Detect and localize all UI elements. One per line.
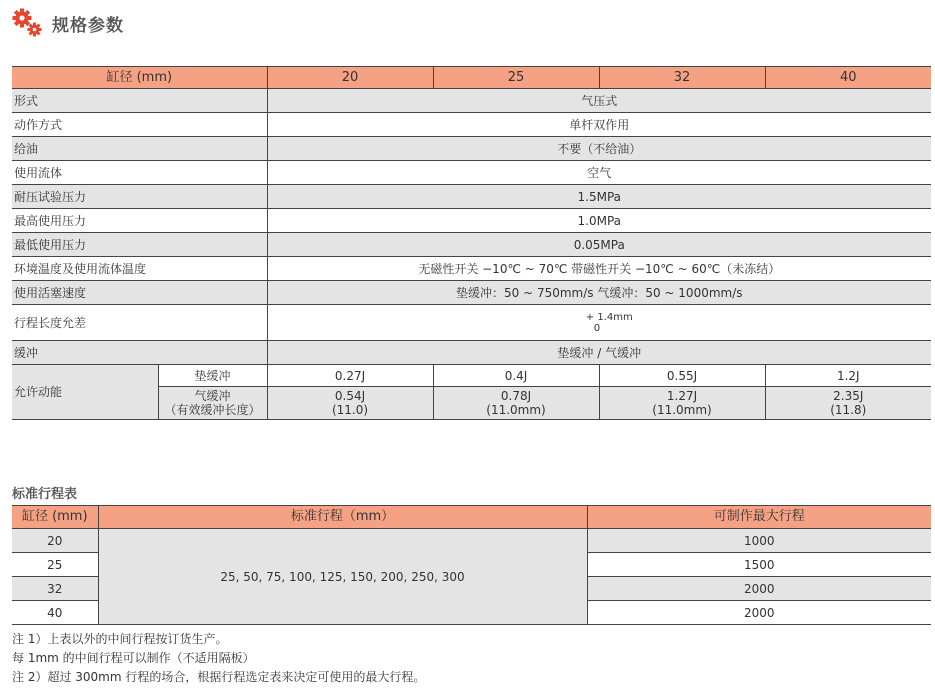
row-value: 0.05MPa [267, 233, 931, 257]
bore-cell: 32 [12, 577, 98, 601]
spec-row [12, 257, 931, 281]
tolerance-lower: 0 [593, 322, 601, 334]
tolerance-value [267, 305, 931, 341]
pad-label: 垫缓冲 [158, 365, 267, 387]
row-label: 给油 [12, 137, 267, 161]
row-label: 形式 [12, 89, 267, 113]
air-length: (11.0mm) [652, 403, 712, 417]
energy-row-pad [12, 365, 931, 387]
stroke-header-row [12, 506, 931, 529]
row-label: 最低使用压力 [12, 233, 267, 257]
energy-label: 允许动能 [12, 365, 158, 420]
air-length: (11.0) [331, 403, 369, 417]
max-stroke-cell: 2000 [587, 577, 931, 601]
air-value: 1.27J [666, 389, 698, 403]
pad-value: 1.2J [765, 365, 931, 387]
row-value: 1.5MPa [267, 185, 931, 209]
air-sublabel: （有效缓冲长度） [164, 403, 261, 417]
spec-row [12, 185, 931, 209]
pad-value: 0.4J [433, 365, 599, 387]
max-stroke-cell: 1500 [587, 553, 931, 577]
bore-header: 缸径 (mm) [12, 67, 267, 89]
row-value: 无磁性开关 −10℃ ~ 70℃ 带磁性开关 −10℃ ~ 60℃（未冻结） [267, 257, 931, 281]
row-label: 使用活塞速度 [12, 281, 267, 305]
row-label: 耐压试验压力 [12, 185, 267, 209]
spec-row-cushion [12, 341, 931, 365]
note-line: 注 1）上表以外的中间行程按订货生产。 [12, 632, 228, 646]
row-value: 气压式 [267, 89, 931, 113]
max-stroke-cell: 1000 [587, 529, 931, 553]
air-length: (11.8) [830, 403, 867, 417]
spec-row [12, 161, 931, 185]
note-line: 注 2）超过 300mm 行程的场合，根据行程选定表来决定可使用的最大行程。 [12, 670, 426, 684]
bore-cell: 25 [12, 553, 98, 577]
pad-value: 0.55J [599, 365, 765, 387]
air-value-cell [599, 387, 765, 420]
bore-col-40: 40 [765, 67, 931, 89]
air-value-cell [433, 387, 599, 420]
row-value: 空气 [267, 161, 931, 185]
air-label: 气缓冲 [194, 389, 231, 403]
row-value: 垫缓冲：50 ~ 750mm/s 气缓冲：50 ~ 1000mm/s [267, 281, 931, 305]
stroke-table [12, 505, 931, 625]
max-stroke-cell: 2000 [587, 601, 931, 625]
row-value: 垫缓冲 / 气缓冲 [267, 341, 931, 365]
max-stroke-header: 可制作最大行程 [587, 506, 931, 529]
spec-row [12, 281, 931, 305]
row-label: 环境温度及使用流体温度 [12, 257, 267, 281]
spec-row-tolerance [12, 305, 931, 341]
air-length: (11.0mm) [486, 403, 546, 417]
standard-strokes-cell: 25, 50, 75, 100, 125, 150, 200, 250, 300 [98, 529, 587, 625]
spec-header-row [12, 67, 931, 89]
spec-row [12, 233, 931, 257]
row-label: 缓冲 [12, 341, 267, 365]
pad-value: 0.27J [267, 365, 433, 387]
spec-row [12, 209, 931, 233]
row-label: 行程长度允差 [12, 305, 267, 341]
bore-col-32: 32 [599, 67, 765, 89]
tolerance-stack [586, 312, 633, 334]
bore-cell: 20 [12, 529, 98, 553]
bore-cell: 40 [12, 601, 98, 625]
row-label: 最高使用压力 [12, 209, 267, 233]
page-title: 规格参数 [52, 15, 124, 36]
spec-row [12, 89, 931, 113]
bore-col-25: 25 [433, 67, 599, 89]
standard-stroke-header: 标准行程（mm） [98, 506, 587, 529]
spec-row [12, 137, 931, 161]
gear-icon [12, 8, 44, 38]
spec-table [12, 66, 931, 420]
stroke-row [12, 529, 931, 553]
note-line: 每 1mm 的中间行程可以制作（不适用隔板） [12, 651, 255, 665]
notes [12, 630, 425, 687]
air-label-cell [158, 387, 267, 420]
spec-row [12, 113, 931, 137]
bore-header: 缸径 (mm) [12, 506, 98, 529]
air-value-cell [765, 387, 931, 420]
bore-col-20: 20 [267, 67, 433, 89]
air-value: 0.78J [500, 389, 532, 403]
stroke-table-title: 标准行程表 [12, 487, 78, 502]
air-value-cell [267, 387, 433, 420]
tolerance-upper: + 1.4mm [585, 311, 633, 323]
row-value: 1.0MPa [267, 209, 931, 233]
row-label: 动作方式 [12, 113, 267, 137]
section-header [12, 8, 124, 38]
air-value: 0.54J [334, 389, 366, 403]
row-value: 单杆双作用 [267, 113, 931, 137]
row-label: 使用流体 [12, 161, 267, 185]
air-value: 2.35J [833, 389, 864, 403]
row-value: 不要（不给油） [267, 137, 931, 161]
